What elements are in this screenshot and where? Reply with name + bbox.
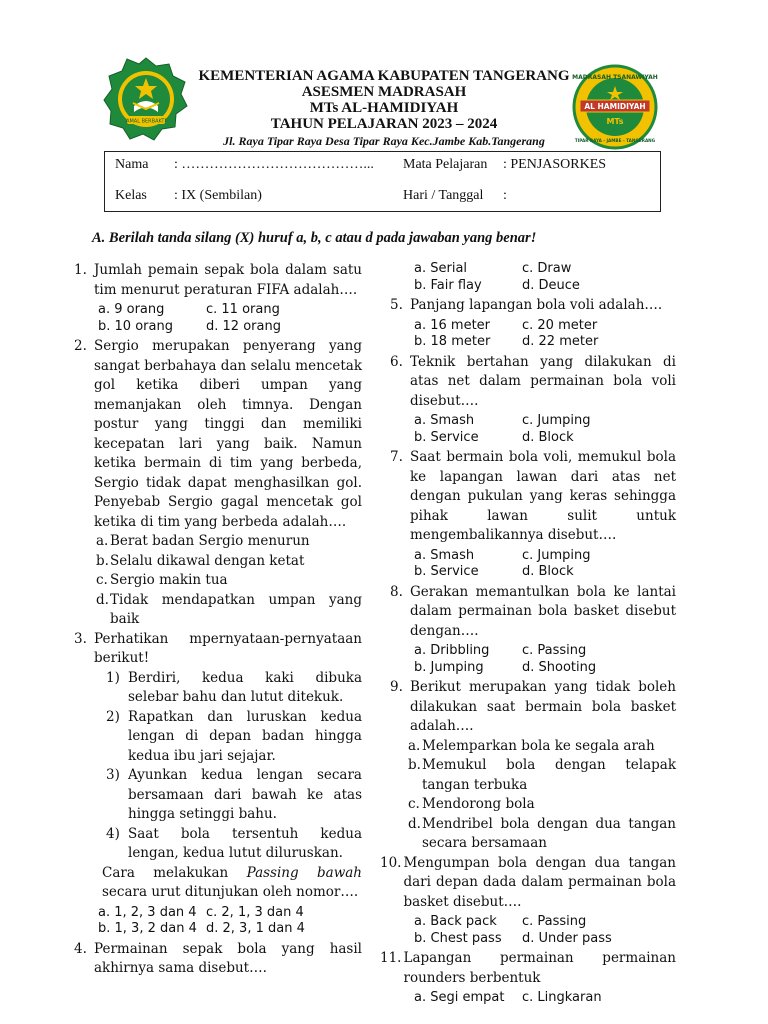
logo-banner-text: AL HAMIDIYAH (584, 102, 646, 111)
nama-field[interactable]: : …………………………………... (174, 157, 374, 172)
option[interactable]: b. Memukul bola dengan telapak tangan terbuka (408, 757, 676, 793)
option[interactable]: a. 9 orang (98, 302, 165, 317)
option[interactable]: b. Fair flay (414, 277, 482, 293)
option[interactable]: b. 10 orang (98, 318, 173, 334)
option[interactable]: a. Back pack (414, 914, 497, 929)
option[interactable]: d. 22 meter (522, 334, 599, 349)
option[interactable]: b. Jumping (414, 659, 484, 675)
hari-label: Hari / Tanggal (403, 188, 484, 203)
school-name: MTs AL-HAMIDIYAH (309, 100, 459, 116)
option[interactable]: d. Block (522, 429, 574, 445)
option[interactable]: a. Smash (414, 413, 475, 428)
option[interactable]: d. 2, 3, 1 dan 4 (206, 921, 305, 936)
option[interactable]: a. Melemparkan bola ke segala arah (408, 737, 655, 754)
q10-options (414, 914, 676, 947)
q6-options (414, 413, 676, 446)
mapel-label: Mata Pelajaran (403, 157, 488, 172)
option[interactable]: c. Passing (522, 914, 587, 929)
option[interactable]: b. Service (414, 564, 479, 579)
kelas-value: : IX (Sembilan) (174, 188, 262, 203)
kelas-label: Kelas (115, 188, 147, 203)
left-column (74, 261, 362, 979)
option[interactable]: b. 18 meter (414, 334, 491, 349)
exam-name: ASESMEN MADRASAH (301, 84, 467, 100)
statement-item: 3) Ayunkan kedua lengan secara bersamaan dari bawah ke atas hingga setinggi bahu. (106, 767, 362, 822)
option[interactable]: a. Segi empat (414, 990, 505, 1005)
option[interactable]: a. Serial (414, 261, 468, 276)
question-8: 8. Gerakan memantulkan bola ke lantai dalam permainan bola basket disebut dengan…. (390, 583, 676, 639)
option[interactable]: d. Mendribel bola dengan dua tangan secara bersamaan (408, 815, 676, 851)
question-3: 3. Perhatikan mpernyataan-pernyataan berikut! (74, 630, 362, 666)
statement-item: 4) Saat bola tersentuh kedua lengan, kedua lutut diluruskan. (106, 825, 362, 861)
option[interactable]: d. Under pass (522, 930, 612, 946)
option[interactable]: d. Deuce (522, 277, 580, 293)
q1-options (98, 302, 362, 335)
q8-options (414, 643, 676, 676)
option[interactable]: c. Passing (522, 643, 587, 658)
question-4: 4. Permainan sepak bola yang hasil akhirnya sama disebut…. (74, 940, 362, 976)
instruction: A. Berilah tanda silang (X) huruf a, b, c atau d pada jawaban yang benar! (92, 230, 537, 246)
hari-field[interactable]: : (503, 188, 507, 203)
statement-item: 2) Rapatkan dan luruskan kedua lengan di depan badan hingga kedua ibu jari sejajar. (106, 708, 362, 764)
option[interactable]: c. Draw (522, 261, 572, 276)
question-10: 10. Mengumpan bola dengan dua tangan dari depan dada dalam permainan bola basket disebut…. (380, 854, 676, 910)
logo-motto: AMAL BERBAKTI (126, 118, 166, 125)
school-address: Jl. Raya Tipar Raya Desa Tipar Raya Kec.Jambe Kab.Tangerang (223, 134, 545, 148)
student-identity-box (104, 151, 661, 212)
question-2: 2. Sergio merupakan penyerang yang sangat berbahaya dan selalu mencetak gol ketika diberi umpan yang memanjakan oleh timnya. Dengan postur yang tinggi dan memiliki kecepatan lari yang baik. Namun ketika bermain di tim yang berbeda, Sergio tidak dapat menghasilkan gol. Penyebab Sergio gagal mencetak gol ketika di tim yang berbeda adalah…. (74, 338, 362, 530)
option[interactable]: d. Block (522, 564, 574, 579)
option[interactable]: a. Smash (414, 547, 475, 563)
q11-options (414, 990, 676, 1007)
option[interactable]: d. 12 orang (206, 318, 281, 334)
question-7: 7. Saat bermain bola voli, memukul bola ke lapangan lawan dari atas net dengan pukulan yang keras sehingga pihak lawan sulit untuk mengembalikannya disebut…. (390, 449, 676, 543)
q3-options (98, 905, 362, 938)
right-column (380, 261, 676, 1009)
logo-top-text: MADRASAH TSANAWIYAH (572, 74, 658, 81)
option[interactable]: c. Jumping (522, 413, 591, 428)
option[interactable]: c. 11 orang (206, 302, 280, 317)
option[interactable]: c. 2, 1, 3 dan 4 (206, 904, 304, 920)
question-6: 6. Teknik bertahan yang dilakukan di atas net dalam permainan bola voli disebut…. (390, 353, 676, 409)
option[interactable]: a. 16 meter (414, 317, 491, 333)
option[interactable]: a. Berat badan Sergio menurun (96, 533, 310, 549)
kemenag-logo (103, 56, 189, 142)
question-9: 9. Berikut merupakan yang tidak boleh dilakukan saat bermain bola basket adalah…. (390, 679, 676, 734)
q7-options (414, 548, 676, 581)
option[interactable]: b. Selalu dikawal dengan ketat (96, 552, 305, 569)
option[interactable]: c. Mendorong bola (408, 796, 535, 812)
option[interactable]: a. 1, 2, 3 dan 4 (98, 904, 197, 920)
option[interactable]: b. Chest pass (414, 930, 502, 946)
question-11: 11. Lapangan permainan permainan rounders berbentuk (380, 950, 676, 986)
question-5: 5. Panjang lapangan bola voli adalah…. (390, 297, 663, 313)
logo-mts-text: MTs (606, 117, 624, 126)
q4-options (414, 261, 676, 294)
question-1: 1. Jumlah pemain sepak bola dalam satu tim menurut peraturan FIFA adalah…. (74, 262, 362, 298)
option[interactable]: c. Lingkaran (522, 990, 602, 1005)
option[interactable]: c. Sergio makin tua (96, 572, 228, 588)
statement-item: 1) Berdiri, kedua kaki dibuka selebar bahu dan lutut ditekuk. (106, 669, 362, 705)
option[interactable]: b. Service (414, 429, 479, 445)
option[interactable]: d. Tidak mendapatkan umpan yang baik (96, 591, 362, 627)
ministry-name: KEMENTERIAN AGAMA KABUPATEN TANGERANG (198, 68, 570, 84)
option[interactable]: b. 1, 3, 2 dan 4 (98, 921, 197, 936)
mapel-value: : PENJASORKES (503, 157, 607, 172)
letterhead (188, 68, 580, 132)
q3-prompt: Cara melakukan Passing bawah secara urut ditunjukan oleh nomor…. (102, 864, 362, 900)
logo-bottom-text: TIPAR RAYA - JAMBE - TANGERANG (574, 138, 656, 143)
q5-options (414, 318, 676, 351)
academic-year: TAHUN PELAJARAN 2023 – 2024 (270, 116, 498, 132)
option[interactable]: d. Shooting (522, 659, 597, 675)
option[interactable]: a. Dribbling (414, 643, 490, 658)
nama-label: Nama (115, 157, 149, 172)
option[interactable]: c. Jumping (522, 547, 591, 563)
option[interactable]: c. 20 meter (522, 317, 598, 333)
